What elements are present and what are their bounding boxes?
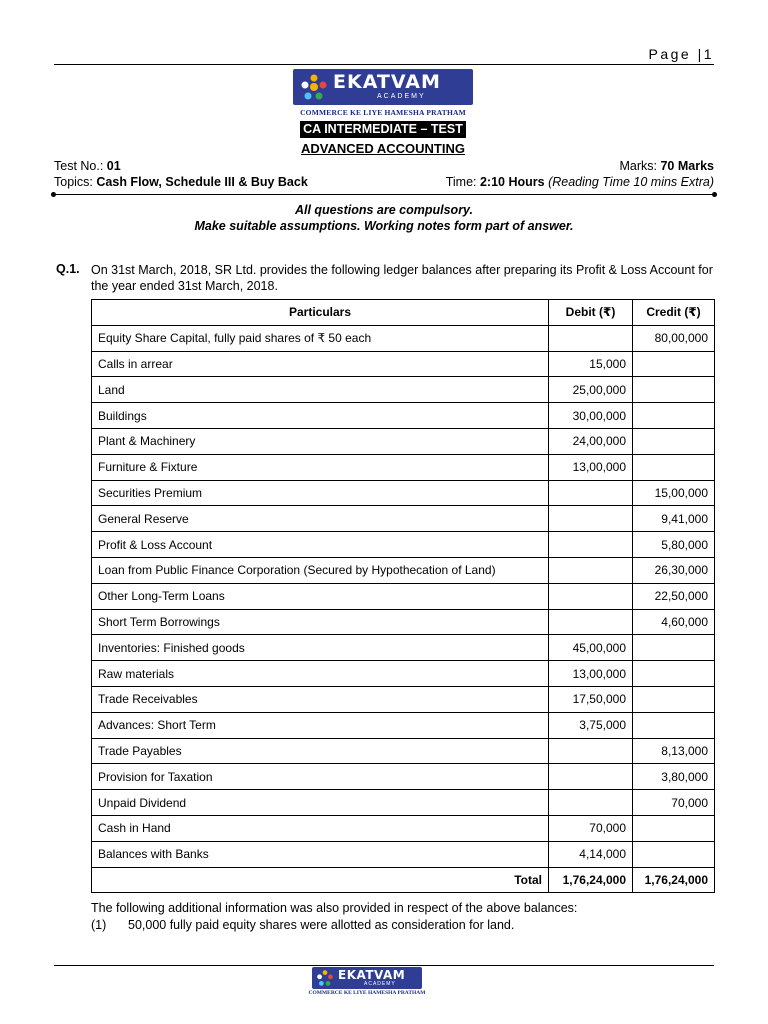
table-row — [92, 686, 715, 712]
exam-title: CA INTERMEDIATE – TEST — [300, 121, 466, 138]
cell-particulars: Plant & Machinery — [92, 428, 549, 454]
cell-debit — [549, 557, 633, 583]
cell-debit — [549, 532, 633, 558]
ledger-balances-table — [91, 299, 715, 893]
cell-particulars: Inventories: Finished goods — [92, 635, 549, 661]
cell-debit — [549, 738, 633, 764]
cell-credit: 22,50,000 — [633, 583, 715, 609]
cell-credit: 26,30,000 — [633, 557, 715, 583]
cell-debit — [549, 480, 633, 506]
cell-debit: 70,000 — [549, 815, 633, 841]
cell-credit: 3,80,000 — [633, 764, 715, 790]
cell-particulars: Provision for Taxation — [92, 764, 549, 790]
table-row — [92, 351, 715, 377]
marks-value: 70 Marks — [660, 159, 714, 173]
total-credit: 1,76,24,000 — [633, 867, 715, 893]
table-row — [92, 790, 715, 816]
topics-label: Topics: — [54, 175, 97, 189]
people-circle-icon — [316, 969, 334, 987]
instruction-line: Make suitable assumptions. Working notes form part of answer. — [194, 219, 574, 233]
time-value: 2:10 Hours — [479, 175, 545, 189]
table-row — [92, 325, 715, 351]
table-row — [92, 428, 715, 454]
table-row — [92, 815, 715, 841]
cell-debit — [549, 583, 633, 609]
table-row — [92, 712, 715, 738]
cell-credit — [633, 454, 715, 480]
table-header-row — [92, 300, 715, 326]
meta-rule — [54, 194, 714, 195]
logo-subtitle: ACADEMY — [377, 93, 426, 100]
cell-debit — [549, 609, 633, 635]
footer-logo-subtitle: ACADEMY — [364, 981, 396, 987]
footer-rule — [54, 965, 714, 966]
cell-credit — [633, 712, 715, 738]
table-row — [92, 403, 715, 429]
cell-particulars: Trade Receivables — [92, 686, 549, 712]
cell-debit: 13,00,000 — [549, 661, 633, 687]
cell-credit: 9,41,000 — [633, 506, 715, 532]
cell-particulars: Trade Payables — [92, 738, 549, 764]
total-label: Total — [92, 867, 549, 893]
cell-particulars: Unpaid Dividend — [92, 790, 549, 816]
question-number: Q.1. — [56, 262, 80, 276]
cell-debit: 45,00,000 — [549, 635, 633, 661]
marks-label: Marks: — [619, 159, 661, 173]
table-row — [92, 738, 715, 764]
table-row — [92, 506, 715, 532]
rule-dot-right — [712, 192, 717, 197]
instruction-line: All questions are compulsory. — [294, 203, 474, 217]
cell-particulars: Calls in arrear — [92, 351, 549, 377]
question-text: On 31st March, 2018, SR Ltd. provides the following ledger balances after preparing its Profit & Loss Account for the year ended 31st March, 2018. — [91, 263, 713, 293]
cell-particulars: Balances with Banks — [92, 841, 549, 867]
time-label: Time: — [445, 175, 480, 189]
cell-credit — [633, 661, 715, 687]
cell-credit — [633, 351, 715, 377]
logo-name: EKATVAM — [333, 71, 441, 93]
cell-particulars: Raw materials — [92, 661, 549, 687]
table-row — [92, 557, 715, 583]
time-note: (Reading Time 10 mins Extra) — [544, 175, 714, 189]
topics — [54, 174, 308, 190]
subject-title: ADVANCED ACCOUNTING — [301, 141, 465, 156]
cell-particulars: Short Term Borrowings — [92, 609, 549, 635]
cell-particulars: Land — [92, 377, 549, 403]
cell-particulars: Advances: Short Term — [92, 712, 549, 738]
marks — [620, 158, 715, 174]
test-number-value: 01 — [106, 159, 121, 173]
cell-particulars: Furniture & Fixture — [92, 454, 549, 480]
column-header-debit: Debit (₹) — [549, 300, 633, 326]
table-row — [92, 377, 715, 403]
cell-particulars: Securities Premium — [92, 480, 549, 506]
cell-credit: 80,00,000 — [633, 325, 715, 351]
column-header-credit: Credit (₹) — [633, 300, 715, 326]
cell-credit — [633, 377, 715, 403]
cell-debit: 3,75,000 — [549, 712, 633, 738]
footer-tagline: COMMERCE KE LIYE HAMESHA PRATHAM — [308, 990, 426, 996]
cell-credit — [633, 815, 715, 841]
table-row — [92, 532, 715, 558]
cell-credit: 70,000 — [633, 790, 715, 816]
test-number-label: Test No.: — [54, 159, 107, 173]
cell-credit: 4,60,000 — [633, 609, 715, 635]
cell-particulars: Cash in Hand — [92, 815, 549, 841]
table-row — [92, 583, 715, 609]
header-rule — [54, 64, 714, 65]
cell-credit — [633, 635, 715, 661]
cell-debit — [549, 764, 633, 790]
cell-particulars: Loan from Public Finance Corporation (Secured by Hypothecation of Land) — [92, 557, 549, 583]
cell-debit: 17,50,000 — [549, 686, 633, 712]
cell-particulars: Equity Share Capital, fully paid shares of ₹ 50 each — [92, 325, 549, 351]
table-row — [92, 635, 715, 661]
cell-credit — [633, 428, 715, 454]
cell-credit: 5,80,000 — [633, 532, 715, 558]
table-row — [92, 454, 715, 480]
cell-particulars: General Reserve — [92, 506, 549, 532]
cell-debit — [549, 325, 633, 351]
cell-credit — [633, 686, 715, 712]
cell-particulars: Profit & Loss Account — [92, 532, 549, 558]
cell-credit — [633, 841, 715, 867]
cell-credit — [633, 403, 715, 429]
cell-credit: 15,00,000 — [633, 480, 715, 506]
table-row — [92, 661, 715, 687]
footer-logo — [312, 967, 422, 989]
cell-debit: 24,00,000 — [549, 428, 633, 454]
table-row — [92, 480, 715, 506]
table-row — [92, 764, 715, 790]
page-number: Page |1 — [648, 46, 714, 62]
logo-tagline: COMMERCE KE LIYE HAMESHA PRATHAM — [300, 108, 466, 117]
total-debit: 1,76,24,000 — [549, 867, 633, 893]
cell-particulars: Other Long-Term Loans — [92, 583, 549, 609]
cell-particulars: Buildings — [92, 403, 549, 429]
cell-debit: 25,00,000 — [549, 377, 633, 403]
rule-dot-left — [51, 192, 56, 197]
total-row — [92, 867, 715, 893]
time — [446, 174, 714, 190]
column-header-particulars: Particulars — [92, 300, 549, 326]
cell-debit — [549, 506, 633, 532]
cell-debit: 15,000 — [549, 351, 633, 377]
cell-debit: 13,00,000 — [549, 454, 633, 480]
additional-info-intro: The following additional information was also provided in respect of the above balances: — [91, 901, 578, 915]
additional-item-text: 50,000 fully paid equity shares were allotted as consideration for land. — [128, 918, 515, 932]
test-number — [54, 158, 121, 174]
cell-credit: 8,13,000 — [633, 738, 715, 764]
table-row — [92, 609, 715, 635]
cell-debit — [549, 790, 633, 816]
cell-debit: 4,14,000 — [549, 841, 633, 867]
table-row — [92, 841, 715, 867]
footer-logo-name: EKATVAM — [338, 968, 406, 982]
cell-debit: 30,00,000 — [549, 403, 633, 429]
topics-value: Cash Flow, Schedule III & Buy Back — [96, 175, 308, 189]
brand-logo — [293, 69, 473, 105]
additional-item-number: (1) — [91, 918, 107, 932]
people-circle-icon — [299, 72, 329, 102]
